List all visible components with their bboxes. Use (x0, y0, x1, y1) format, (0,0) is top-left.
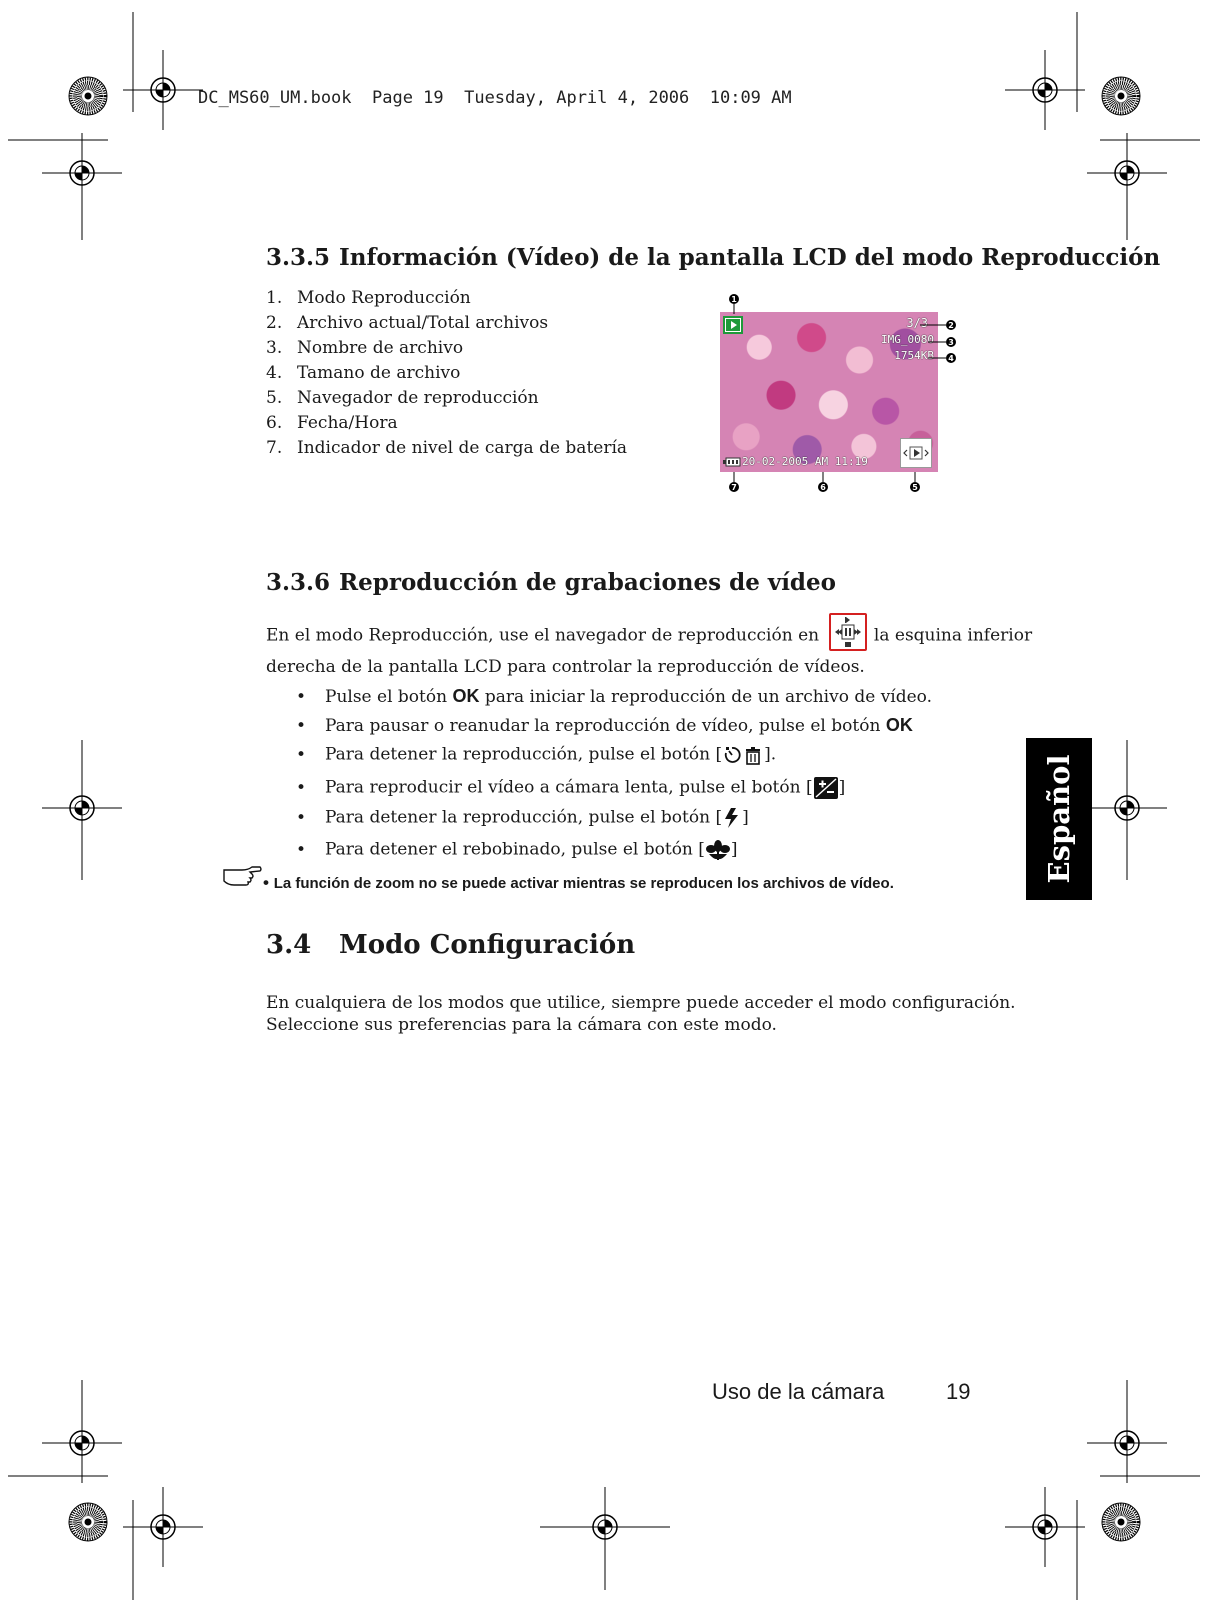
crosshair-icon (1087, 1403, 1167, 1483)
registration-burst-icon (1102, 1503, 1140, 1541)
note-text: • La función de zoom no se puede activar mientras se reproducen los archivos de vídeo. (263, 873, 894, 892)
list-item: 4. Tamano de archivo (266, 363, 461, 383)
slug-line: DC_MS60_UM.book Page 19 Tuesday, April 4, 2006 10:09 AM (198, 88, 792, 108)
pointing-hand-note-icon (222, 864, 264, 888)
lcd-file-size: 1754KB (894, 349, 934, 362)
section-title: Información (Vídeo) de la pantalla LCD del modo Reproducción (339, 244, 1161, 271)
svg-text:7: 7 (731, 483, 737, 492)
registration-burst-icon (69, 77, 107, 115)
list-item: 3. Nombre de archivo (266, 338, 464, 358)
list-item: 6. Fecha/Hora (266, 413, 398, 433)
list-item: 5. Navegador de reproducción (266, 388, 539, 408)
list-item: • Para detener el rebobinado, pulse el botón [ ] (296, 839, 738, 860)
crosshair-icon (1087, 768, 1167, 848)
svg-text:2: 2 (948, 321, 954, 330)
lcd-file-count: 3/3 (906, 316, 928, 330)
page-number: 19 (946, 1379, 971, 1404)
list-item: 7. Indicador de nivel de carga de batería (266, 438, 628, 458)
crosshair-icon (42, 1403, 122, 1483)
list-item: • Para detener la reproducción, pulse el botón [ ] (296, 807, 749, 828)
lcd-date-time: 20-02-2005 AM 11:19 (742, 455, 868, 468)
lcd-callouts (720, 290, 970, 495)
intro-paragraph: En el modo Reproducción, use el navegador de reproducción en la esquina inferior (266, 621, 1032, 651)
list-item: 1. Modo Reproducción (266, 288, 471, 308)
registration-burst-icon (69, 1503, 107, 1541)
list-item: • Para detener la reproducción, pulse el botón [ ]. (296, 744, 777, 765)
section-number: 3.4 (266, 930, 312, 960)
crosshair-icon (1005, 50, 1085, 130)
list-item: • Para pausar o reanudar la reproducción de vídeo, pulse el botón OK (296, 715, 913, 736)
section-number: 3.3.5 (266, 244, 331, 271)
config-paragraph: En cualquiera de los modos que utilice, siempre puede acceder el modo configuración. Seleccione sus preferencias para la cámara con este modo. (266, 993, 1016, 1035)
crosshair-icon (123, 50, 203, 130)
svg-text:4: 4 (948, 354, 954, 363)
section-heading-3-3-5 (266, 244, 1160, 271)
self-timer-delete-icon (722, 744, 764, 766)
playback-navigator-icon (829, 613, 867, 651)
registration-burst-icon (1102, 77, 1140, 115)
svg-text:5: 5 (912, 483, 918, 492)
language-tab (1026, 738, 1092, 900)
language-tab-label: Español (1042, 754, 1076, 884)
crosshair-icon (1087, 133, 1167, 213)
lcd-file-name: IMG_0080 (881, 333, 934, 346)
lcd-info-list (266, 286, 627, 461)
macro-flower-icon (705, 839, 731, 861)
crosshair-icon (1005, 1487, 1085, 1567)
footer-section-title: Uso de la cámara (712, 1379, 885, 1404)
crosshair-icon (42, 133, 122, 213)
exposure-compensation-icon (813, 776, 839, 800)
list-item: 2. Archivo actual/Total archivos (266, 313, 549, 333)
list-item: • Pulse el botón OK para iniciar la reproducción de un archivo de vídeo. (296, 686, 933, 707)
list-item: • Para reproducir el vídeo a cámara lenta, pulse el botón [ ] (296, 776, 845, 800)
svg-text:3: 3 (948, 338, 954, 347)
section-heading-3-4 (266, 930, 635, 960)
crosshair-icon (123, 1487, 203, 1567)
crosshair-icon (42, 768, 122, 848)
flash-icon (722, 807, 742, 829)
section-title: Modo Configuración (339, 930, 636, 960)
section-heading-3-3-6 (266, 569, 836, 596)
section-number: 3.3.6 (266, 569, 331, 596)
callout-1: 1 (731, 295, 737, 304)
intro-paragraph-line2: derecha de la pantalla LCD para controlar la reproducción de vídeos. (266, 657, 865, 677)
section-title: Reproducción de grabaciones de vídeo (339, 569, 836, 596)
svg-text:6: 6 (820, 483, 826, 492)
